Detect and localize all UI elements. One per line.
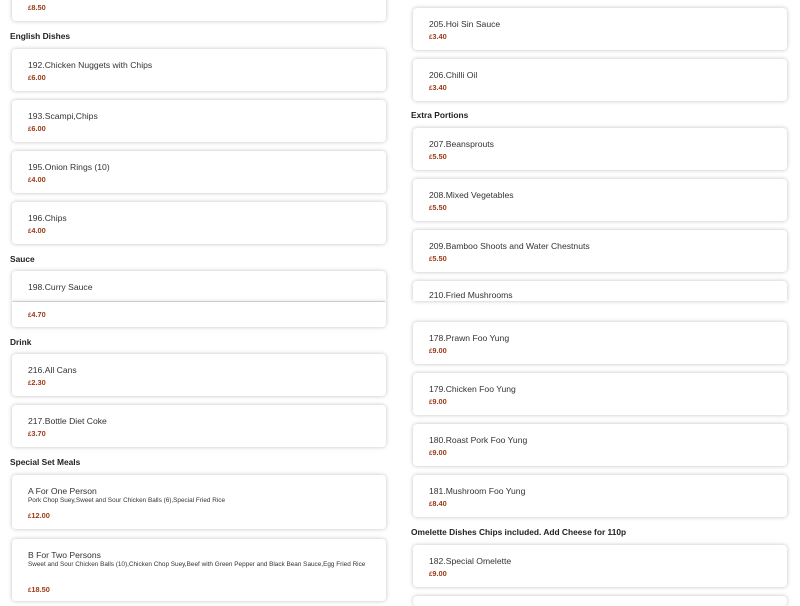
menu-item-card[interactable] <box>12 539 386 601</box>
menu-item-card[interactable] <box>413 373 787 415</box>
section-heading-sauce: Sauce <box>10 254 35 264</box>
item-name: 209.Bamboo Shoots and Water Chestnuts <box>429 241 590 251</box>
menu-item-card[interactable] <box>12 100 386 142</box>
menu-item-card[interactable] <box>12 475 386 529</box>
item-price: £2.30 <box>28 378 46 387</box>
menu-item-card[interactable] <box>12 49 386 91</box>
menu-item-card[interactable] <box>12 0 386 21</box>
menu-item-card[interactable] <box>413 596 787 606</box>
item-price: £6.00 <box>28 124 46 133</box>
menu-item-card[interactable] <box>413 128 787 170</box>
item-price: £3.40 <box>429 83 447 92</box>
section-heading-extra-portions: Extra Portions <box>411 110 469 120</box>
item-price: £9.00 <box>429 397 447 406</box>
item-price: £5.50 <box>429 254 447 263</box>
item-name: 217.Bottle Diet Coke <box>28 416 107 426</box>
item-price: £8.40 <box>429 499 447 508</box>
item-name: 180.Roast Pork Foo Yung <box>429 435 528 445</box>
section-heading-omelette-dishes: Omelette Dishes Chips included. Add Cheese for 110p <box>411 527 627 537</box>
menu-item-card[interactable] <box>12 354 386 396</box>
item-name: 195.Onion Rings (10) <box>28 162 110 172</box>
item-name: 182.Special Omelette <box>429 556 512 566</box>
item-price: £3.40 <box>429 32 447 41</box>
menu-item-card[interactable] <box>413 179 787 221</box>
item-name: 196.Chips <box>28 213 67 223</box>
menu-item-card[interactable] <box>12 271 386 301</box>
section-heading-special-set-meals: Special Set Meals <box>10 457 81 467</box>
item-name: B For Two Persons <box>28 550 101 560</box>
item-price: £6.00 <box>28 73 46 82</box>
item-price: £9.00 <box>429 346 447 355</box>
item-name: 210.Fried Mushrooms <box>429 290 513 300</box>
item-price: £18.50 <box>28 585 50 594</box>
item-price: £4.00 <box>28 175 46 184</box>
item-price: £9.00 <box>429 569 447 578</box>
menu-item-card-continued[interactable] <box>12 302 386 327</box>
item-price: £5.50 <box>429 203 447 212</box>
item-name: 192.Chicken Nuggets with Chips <box>28 60 153 70</box>
item-description: Pork Chop Suey,Sweet and Sour Chicken Balls (6),Special Fried Rice <box>28 497 226 504</box>
item-price: £5.50 <box>429 152 447 161</box>
menu-item-card[interactable] <box>413 281 787 301</box>
item-name: 181.Mushroom Foo Yung <box>429 486 526 496</box>
item-name: A For One Person <box>28 486 97 496</box>
item-name: 198.Curry Sauce <box>28 282 93 292</box>
item-name: 216.All Cans <box>28 365 77 375</box>
item-price: £4.00 <box>28 226 46 235</box>
menu-item-card[interactable] <box>413 230 787 272</box>
item-price: £12.00 <box>28 511 50 520</box>
menu-item-card[interactable] <box>12 405 386 447</box>
menu-item-card[interactable] <box>413 59 787 101</box>
section-heading-english-dishes: English Dishes <box>10 31 71 41</box>
item-name: 193.Scampi,Chips <box>28 111 98 121</box>
item-price: £3.70 <box>28 429 46 438</box>
item-name: 178.Prawn Foo Yung <box>429 333 510 343</box>
item-description: Sweet and Sour Chicken Balls (10),Chicken Chop Suey,Beef with Green Pepper and Black Bean Sauce,Egg Fried Rice <box>28 561 366 568</box>
item-price: £4.70 <box>28 310 46 319</box>
section-heading-drink: Drink <box>10 337 32 347</box>
item-price: £8.50 <box>28 3 46 12</box>
item-name: 207.Beansprouts <box>429 139 494 149</box>
item-price: £9.00 <box>429 448 447 457</box>
menu-item-card[interactable] <box>413 322 787 364</box>
menu-item-card[interactable] <box>413 424 787 466</box>
menu-item-card[interactable] <box>12 151 386 193</box>
item-name: 206.Chilli Oil <box>429 70 478 80</box>
item-name: 205.Hoi Sin Sauce <box>429 19 501 29</box>
item-name: 208.Mixed Vegetables <box>429 190 514 200</box>
item-name: 179.Chicken Foo Yung <box>429 384 516 394</box>
menu-item-card[interactable] <box>413 475 787 517</box>
menu-item-card[interactable] <box>12 202 386 244</box>
menu-item-card[interactable] <box>413 545 787 587</box>
menu-item-card[interactable] <box>413 8 787 50</box>
